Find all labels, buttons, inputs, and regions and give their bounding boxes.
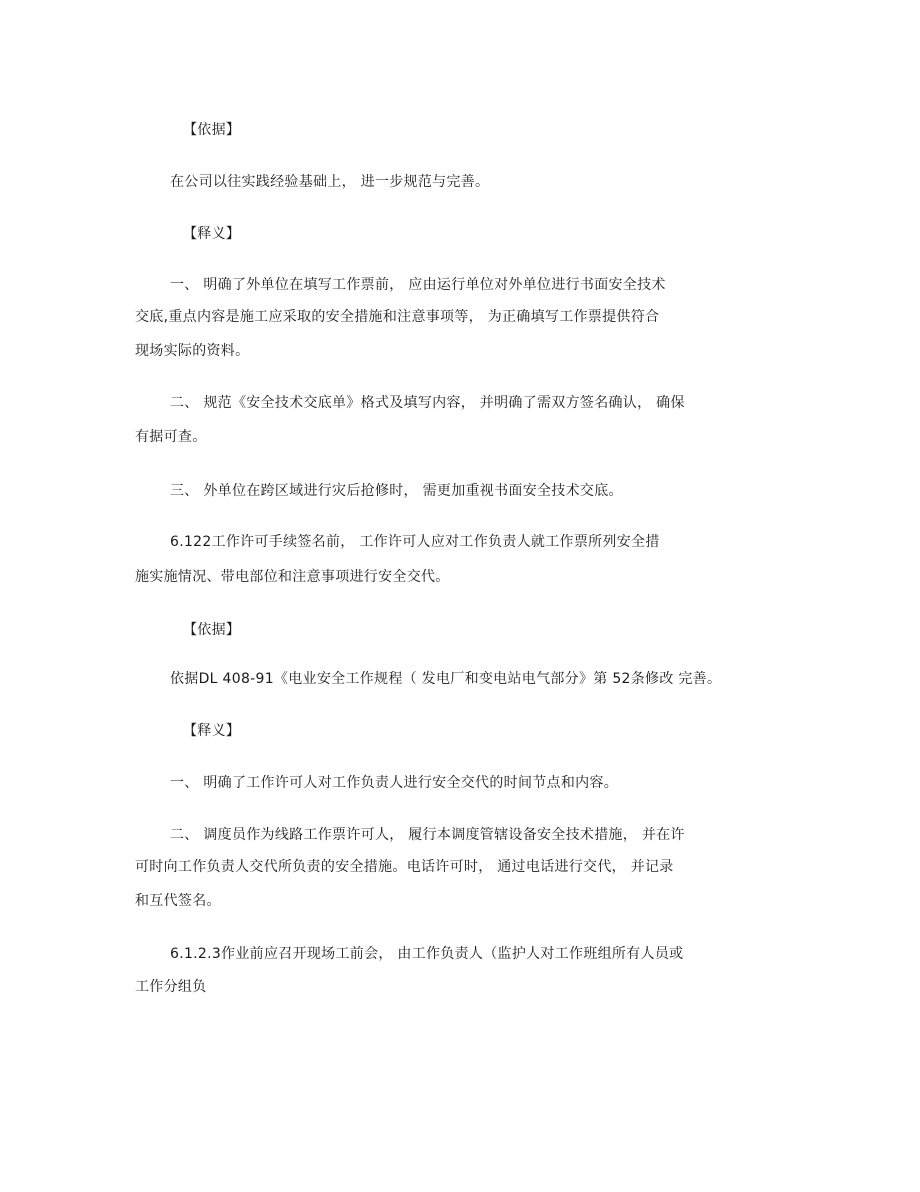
basis-heading-2: 【依据】: [183, 622, 241, 638]
interpretation-2-item-2-line-3: 和互代签名。: [135, 893, 221, 909]
interpretation-item-1-line-2: 交底,重点内容是施工应采取的安全措施和注意事项等， 为正确填写工作票提供符合: [135, 309, 660, 325]
clause-6-1-2-3-line-1: 6.1.2.3作业前应召开现场工前会， 由工作负责人（监护人对工作班组所有人员或: [170, 946, 684, 962]
clause-6-1-2-3-line-2: 工作分组负: [135, 979, 207, 995]
basis-text: 在公司以往实践经验基础上， 进一步规范与完善。: [170, 174, 490, 190]
basis-heading: 【依据】: [183, 122, 241, 138]
interpretation-item-1-line-1: 一、 明确了外单位在填写工作票前， 应由运行单位对外单位进行书面安全技术: [170, 277, 666, 293]
clause-6-122-line-2: 施实施情况、带电部位和注意事项进行安全交代。: [135, 569, 450, 585]
interpretation-heading-2: 【释义】: [183, 723, 241, 739]
interpretation-2-item-2-line-2: 可时向工作负责人交代所负责的安全措施。电话许可时， 通过电话进行交代， 并记录: [135, 859, 674, 875]
interpretation-item-3-line-1: 三、 外单位在跨区域进行灾后抢修时， 需更加重视书面安全技术交底。: [170, 483, 623, 499]
interpretation-2-item-1-line-1: 一、 明确了工作许可人对工作负责人进行安全交代的时间节点和内容。: [170, 775, 619, 791]
clause-6-122-line-1: 6.122工作许可手续签名前， 工作许可人应对工作负责人就工作票所列安全措: [170, 534, 660, 550]
interpretation-item-1-line-3: 现场实际的资料。: [135, 343, 250, 359]
basis-text-2: 依据DL 408-91《电业安全工作规程（ 发电厂和变电站电气部分》第 52条修改 完善。: [170, 671, 722, 687]
interpretation-item-2-line-1: 二、 规范《安全技术交底单》格式及填写内容， 并明确了需双方签名确认， 确保: [170, 395, 685, 411]
interpretation-heading: 【释义】: [183, 226, 241, 242]
interpretation-item-2-line-2: 有据可查。: [135, 429, 207, 445]
interpretation-2-item-2-line-1: 二、 调度员作为线路工作票许可人， 履行本调度管辖设备安全技术措施， 并在许: [170, 827, 685, 843]
